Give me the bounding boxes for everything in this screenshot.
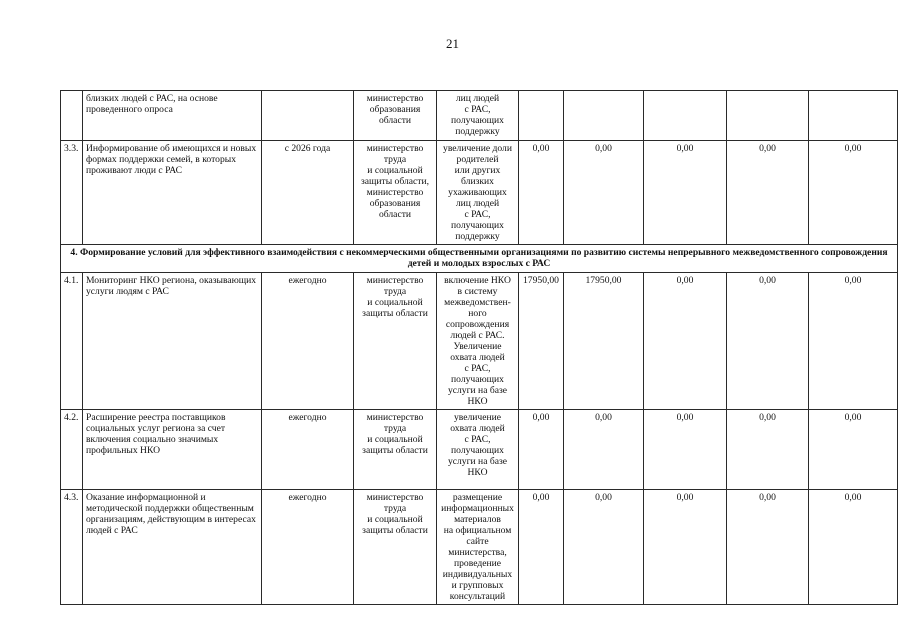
activity-cell: близких людей с РАС, на основе проведенного опроса	[83, 91, 262, 141]
value-cell: 0,00	[519, 490, 564, 605]
activity-cell: Оказание информационной и методической поддержки общественным организациям, действующим в интересах людей с РАС	[83, 490, 262, 605]
value-cell	[644, 91, 727, 141]
term-cell	[262, 91, 354, 141]
value-cell	[809, 91, 898, 141]
value-cell: 0,00	[519, 141, 564, 245]
executor-cell: министерство труда и социальной защиты области	[354, 490, 437, 605]
value-cell: 0,00	[644, 273, 727, 410]
result-cell: размещение информационных материалов на официальном сайте министерства, проведение индивидуальных и групповых консультаций	[437, 490, 519, 605]
value-cell: 0,00	[809, 141, 898, 245]
value-cell: 0,00	[809, 410, 898, 490]
result-cell: включение НКО в систему межведомствен- ного сопровождения людей с РАС. Увеличение охвата людей с РАС, получающих услуги на базе НКО	[437, 273, 519, 410]
result-cell: лиц людей с РАС, получающих поддержку	[437, 91, 519, 141]
section-row	[61, 245, 898, 273]
value-cell: 0,00	[727, 410, 809, 490]
row-number: 4.3.	[61, 490, 83, 605]
executor-cell: министерство труда и социальной защиты области	[354, 410, 437, 490]
value-cell: 0,00	[644, 141, 727, 245]
executor-cell: министерство труда и социальной защиты области, министерство образования области	[354, 141, 437, 245]
value-cell: 0,00	[809, 273, 898, 410]
table-row	[61, 141, 898, 245]
table-row	[61, 490, 898, 605]
activity-cell: Мониторинг НКО региона, оказывающих услуги людям с РАС	[83, 273, 262, 410]
term-cell: с 2026 года	[262, 141, 354, 245]
row-number: 4.1.	[61, 273, 83, 410]
row-number: 3.3.	[61, 141, 83, 245]
value-cell: 17950,00	[519, 273, 564, 410]
result-cell: увеличение доли родителей или других близких ухаживающих лиц людей с РАС, получающих поддержку	[437, 141, 519, 245]
value-cell: 0,00	[564, 141, 644, 245]
value-cell: 0,00	[644, 410, 727, 490]
value-cell	[564, 91, 644, 141]
value-cell	[519, 91, 564, 141]
executor-cell: министерство труда и социальной защиты области	[354, 273, 437, 410]
value-cell: 0,00	[809, 490, 898, 605]
activity-cell: Расширение реестра поставщиков социальных услуг региона за счет включения социально значимых профильных НКО	[83, 410, 262, 490]
value-cell: 17950,00	[564, 273, 644, 410]
term-cell: ежегодно	[262, 273, 354, 410]
value-cell	[727, 91, 809, 141]
page-number: 21	[446, 36, 459, 51]
value-cell: 0,00	[727, 141, 809, 245]
value-cell: 0,00	[564, 410, 644, 490]
term-cell: ежегодно	[262, 490, 354, 605]
result-cell: увеличение охвата людей с РАС, получающих услуги на базе НКО	[437, 410, 519, 490]
activity-cell: Информирование об имеющихся и новых формах поддержки семей, в которых проживают люди с РАС	[83, 141, 262, 245]
action-plan-table	[60, 90, 898, 605]
row-number	[61, 91, 83, 141]
row-number: 4.2.	[61, 410, 83, 490]
value-cell: 0,00	[519, 410, 564, 490]
table-row	[61, 410, 898, 490]
value-cell: 0,00	[564, 490, 644, 605]
value-cell: 0,00	[644, 490, 727, 605]
term-cell: ежегодно	[262, 410, 354, 490]
section-title: 4. Формирование условий для эффективного взаимодействия с некоммерческими общественными организациями по развитию системы непрерывного межведомственного сопровождения детей и молодых взрослых с РАС	[61, 245, 898, 273]
table-row	[61, 273, 898, 410]
executor-cell: министерство образования области	[354, 91, 437, 141]
value-cell: 0,00	[727, 490, 809, 605]
table-row	[61, 91, 898, 141]
value-cell: 0,00	[727, 273, 809, 410]
